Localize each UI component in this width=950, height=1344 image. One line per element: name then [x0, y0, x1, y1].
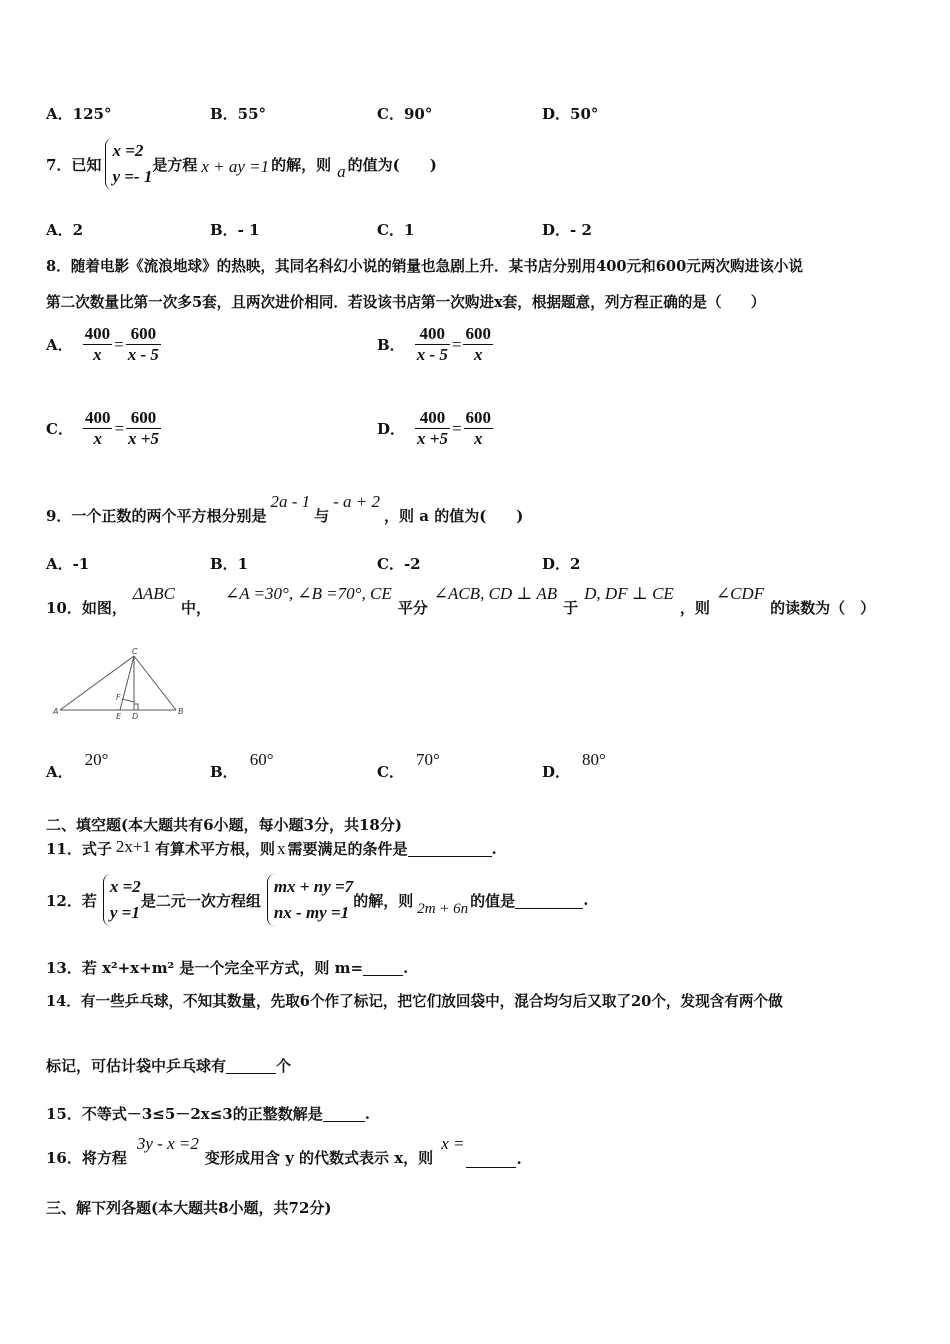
q7-option-c: C．1 — [377, 221, 415, 239]
q8-option-c — [46, 408, 161, 449]
q10-acb: ∠ACB, CD ⊥ AB — [433, 584, 558, 603]
q14-line-1: 14．有一些乒乓球，不知其数量，先取6个作了标记，把它们放回袋中，混合均匀后又取了20个，发现含有两个做 — [46, 993, 783, 1010]
q8-d-den2: x — [474, 429, 483, 448]
q12-s1: x =2 — [109, 877, 141, 896]
q12-solution-system — [103, 874, 141, 926]
q10-fig-side-ac — [60, 656, 134, 710]
q8-b-den1: x - 5 — [416, 345, 448, 364]
q10-fig-label-a: A — [53, 707, 59, 716]
q12-equation-system — [267, 874, 353, 926]
q16-equation: 3y - x =2 — [136, 1134, 199, 1153]
q10-fig-df — [122, 699, 134, 702]
q11-answer-blank[interactable] — [408, 840, 492, 857]
q8-line-1: 8．随着电影《流浪地球》的热映，其同名科幻小说的销量也急剧上升．某书店分别用400元和600元两次购进该小说 — [46, 258, 803, 275]
q12-expr: 2m + 6n — [417, 900, 469, 917]
q13-answer-blank[interactable] — [363, 959, 403, 976]
question-16 — [46, 1134, 522, 1168]
q10-fig-label-e: E — [116, 712, 122, 721]
q8-a-num1: 400 — [84, 324, 111, 343]
q10-b-value: 60° — [249, 750, 274, 769]
question-7 — [46, 136, 437, 192]
q16-text-1: 16．将方程 — [46, 1149, 127, 1167]
q9-text-1: 9．一个正数的两个平方根分别是 — [46, 507, 267, 525]
q8-b-eq: = — [451, 334, 462, 354]
q7-equation: x + ay =1 — [201, 157, 270, 176]
q10-fig-right-angle — [134, 704, 138, 710]
q7-system-line1: x =2 — [112, 141, 144, 160]
q11-expr: 2x+1 — [115, 836, 151, 856]
q10-b-label: B． — [210, 763, 238, 781]
q9-expr-2: - a + 2 — [333, 492, 381, 511]
q6-option-d: D．50° — [542, 105, 599, 123]
q14-line-2 — [46, 1055, 291, 1076]
q8-a-den1: x — [93, 345, 102, 364]
q16-text-2: 变形成用含 y 的代数式表示 x，则 — [204, 1149, 434, 1167]
q8-b-label: B． — [377, 336, 405, 354]
q10-dfce: D, DF ⊥ CE — [584, 584, 674, 603]
q8-c-den2: x +5 — [128, 429, 159, 448]
q12-text-1: 12．若 — [46, 891, 97, 910]
q16-x-eq: x = — [441, 1134, 465, 1153]
q10-fig-side-bc — [134, 656, 176, 710]
question-9 — [46, 492, 523, 526]
q6-option-b: B．55° — [210, 105, 267, 123]
q10-option-a — [46, 750, 109, 782]
q9-text-2: ，则 a 的值为( ) — [384, 507, 524, 525]
q10-text-at: 于 — [563, 599, 579, 617]
q14-answer-blank[interactable] — [226, 1057, 276, 1074]
q8-a-num2: 600 — [126, 324, 161, 345]
q9-option-c: C．-2 — [377, 555, 421, 573]
q10-fig-label-c: C — [132, 648, 138, 656]
q7-text-1: 是方程 — [152, 155, 198, 174]
q9-option-d: D．2 — [542, 555, 581, 573]
q10-triangle-figure — [52, 648, 187, 722]
question-15 — [46, 1103, 370, 1124]
q8-c-num2: 600 — [126, 408, 161, 429]
q10-a-label: A． — [46, 763, 73, 781]
question-13 — [46, 957, 408, 978]
q8-d-label: D． — [377, 420, 406, 438]
q12-e2: nx - my =1 — [273, 903, 350, 922]
q12-e1: mx + ny =7 — [273, 877, 354, 896]
q8-line-2: 第二次数量比第一次多5套，且两次进价相同．若设该书店第一次购进x套，根据题意，列方程正确的是（ ） — [46, 294, 766, 311]
q8-d-num1: 400 — [415, 408, 450, 429]
q15-period: . — [364, 1104, 370, 1123]
q10-d-value: 80° — [582, 750, 606, 769]
q8-a-den2: x - 5 — [127, 345, 159, 364]
q7-number: 7．已知 — [46, 155, 102, 174]
q8-c-eq: = — [114, 418, 125, 438]
q11-text-1: 11．式子 — [46, 840, 112, 858]
section-2-heading: 二、填空题(本大题共有6小题，每小题3分，共18分) — [46, 816, 402, 834]
q6-option-a: A．125° — [46, 105, 112, 123]
q10-triangle: ΔABC — [132, 584, 175, 603]
question-12 — [46, 870, 588, 930]
q9-expr-1: 2a - 1 — [270, 492, 311, 511]
q7-system-line2: y =- 1 — [112, 167, 153, 186]
q10-cdf: ∠CDF — [715, 584, 765, 603]
q10-a-value: 20° — [84, 750, 109, 769]
q7-var-a: a — [337, 162, 346, 181]
q7-option-d: D．- 2 — [542, 221, 592, 239]
q7-text-2: 的解，则 — [271, 155, 332, 174]
q10-fig-label-d: D — [132, 712, 139, 721]
q10-text-bisects: 平分 — [397, 599, 428, 617]
q8-option-b — [377, 324, 493, 365]
q7-text-3: 的值为( ) — [347, 155, 437, 174]
q9-text-and: 与 — [314, 507, 330, 525]
q8-d-den1: x +5 — [417, 429, 448, 448]
q8-b-den2: x — [473, 345, 483, 364]
q14-text-1: 标记，可估计袋中乒乓球有 — [46, 1057, 227, 1075]
q6-option-c: C．90° — [377, 105, 433, 123]
q8-d-eq: = — [451, 418, 462, 438]
q15-text: 15．不等式－3≤5－2x≤3的正整数解是 — [46, 1105, 323, 1123]
q10-text-tail: 的读数为（ ） — [770, 599, 876, 617]
q11-text-3: 需要满足的条件是 — [287, 840, 408, 858]
q11-text-2: 有算术平方根，则 — [154, 840, 275, 858]
q8-a-label: A． — [46, 336, 73, 354]
q8-c-den1: x — [93, 429, 102, 448]
q8-d-num2: 600 — [465, 408, 492, 427]
q11-var: x — [276, 838, 286, 858]
q12-text-4: 的值是 — [470, 891, 516, 910]
q10-option-b — [210, 750, 274, 782]
q8-option-a — [46, 324, 161, 365]
q8-option-d — [377, 408, 493, 449]
q7-option-b: B．- 1 — [210, 221, 260, 239]
q10-text-then: ，则 — [679, 599, 710, 617]
q16-answer-blank[interactable] — [466, 1151, 516, 1168]
q8-c-num1: 400 — [84, 408, 111, 427]
q8-b-num2: 600 — [465, 324, 491, 343]
q12-period: . — [583, 891, 589, 909]
q13-period: . — [403, 958, 409, 977]
q10-c-value: 70° — [415, 750, 440, 769]
q8-a-eq: = — [114, 334, 124, 354]
q16-period: . — [516, 1150, 522, 1168]
q11-period: . — [491, 839, 497, 858]
q10-text-1: 10．如图， — [46, 599, 127, 617]
q7-option-a: A．2 — [46, 221, 84, 239]
q14-text-2: 个 — [276, 1057, 292, 1075]
q8-b-num1: 400 — [415, 324, 450, 345]
q12-answer-blank[interactable] — [515, 892, 583, 909]
q15-answer-blank[interactable] — [323, 1105, 365, 1122]
q10-c-label: C． — [377, 763, 404, 781]
q10-text-in: 中， — [180, 599, 211, 617]
section-3-heading: 三、解下列各题(本大题共8小题，共72分) — [46, 1199, 332, 1217]
q12-text-2: 是二元一次方程组 — [140, 891, 261, 910]
q10-angles: ∠A =30°, ∠B =70°, CE — [224, 584, 392, 603]
q10-option-d — [542, 750, 606, 782]
q10-fig-label-b: B — [178, 707, 184, 716]
q13-text: 13．若 x²+x+m² 是一个完全平方式，则 m= — [46, 959, 364, 977]
q12-text-3: 的解，则 — [353, 891, 414, 910]
question-10 — [46, 584, 875, 618]
q9-option-b: B．1 — [210, 555, 249, 573]
q9-option-a: A．-1 — [46, 555, 90, 573]
q10-d-label: D． — [542, 763, 571, 781]
q10-option-c — [377, 750, 440, 782]
q12-s2: y =1 — [109, 903, 140, 922]
q10-fig-label-f: F — [116, 693, 121, 702]
q7-system — [105, 138, 152, 190]
q8-c-label: C． — [46, 420, 73, 438]
question-11 — [46, 838, 497, 859]
